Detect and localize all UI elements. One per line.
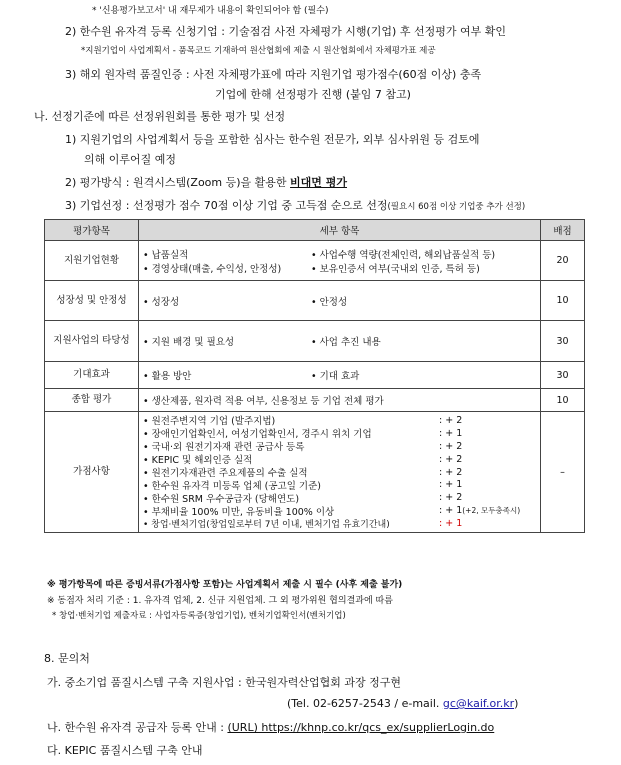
detail-item: • 성장성 (143, 296, 180, 308)
row-score: – (541, 412, 585, 533)
row-detail (139, 281, 541, 321)
contact-da: 다. KEPIC 품질시스템 구축 안내 (47, 744, 203, 757)
company-selection (65, 197, 525, 213)
company-selection-main: 3) 기업선정 : 선정평가 점수 70점 이상 기업 중 고득점 순으로 선정 (65, 199, 388, 212)
row-score: 10 (541, 281, 585, 321)
selection-p1-line2: 의해 이루어질 예정 (84, 153, 177, 166)
header-category: 평가항목 (45, 220, 139, 241)
bonus-item: • 국내·외 원전기자재 관련 공급사 등록 : + 2 (143, 440, 463, 454)
startup-docs-note: * 창업·벤처기업 제출자료 : 사업자등록증(창업기업), 벤처기업확인서(벤처기업) (52, 611, 346, 621)
item-2-text: 2) 한수원 유자격 등록 신청기업 : 기술점검 사전 자체평가 시행(기업) 후 선정평가 여부 확인 (65, 25, 506, 38)
header-score: 배점 (541, 220, 585, 241)
bonus-item: • 한수원 유자격 미등록 업체 (공고일 기준) : + 1 (143, 479, 463, 492)
non-face-to-face-eval: 비대면 평가 (290, 176, 348, 189)
detail-item: • 납품실적 (143, 249, 189, 261)
tie-break-note: ※ 동점자 처리 기준 : 1. 유자격 업체, 2. 신규 지원업체. 그 외 평가위원 협의결과에 따름 (47, 596, 393, 606)
evaluation-method-prefix: 2) 평가방식 : 원격시스템(Zoom 등)을 활용한 (65, 176, 291, 189)
table-row (45, 281, 585, 321)
detail-item: • 보유인증서 여부(국내외 인증, 특허 등) (311, 263, 480, 275)
contact-tel-close: ) (514, 697, 519, 710)
contact-na (47, 719, 494, 735)
bonus-item: • 원전기자재관련 주요제품의 수출 실적 : + 2 (143, 466, 463, 480)
supplier-login-url-link[interactable]: (URL) https://khnp.co.kr/qcs_ex/supplierLogin.do (227, 721, 495, 734)
contact-tel: (Tel. 02-6257-2543 / e-mail. (287, 697, 443, 710)
detail-item: • 지원 배경 및 필요성 (143, 337, 235, 348)
header-detail: 세부 항목 (139, 220, 541, 241)
evaluation-table (44, 219, 585, 533)
contact-email-link[interactable]: gc@kaif.or.kr (442, 697, 515, 710)
row-score: 30 (541, 321, 585, 362)
item-3-line1: 3) 해외 원자력 품질인증 : 사전 자체평가표에 따라 지원기업 평가점수(60점 이상) 충족 (65, 68, 482, 81)
row-detail: • 생산제품, 원자력 적용 여부, 신용정보 등 기업 전체 평가 (139, 389, 541, 412)
detail-item: • 경영상태(매출, 수익성, 안정성) (143, 263, 282, 275)
bonus-item: • 부채비율 100% 미만, 유동비율 100% 이상 : + 1(+2, 모두충족시) (143, 505, 521, 518)
row-category: 지원기업현황 (45, 241, 139, 281)
row-category: 성장성 및 안정성 (45, 281, 139, 321)
contact-ga: 가. 중소기업 품질시스템 구축 지원사업 : 한국원자력산업협회 과장 정구현 (47, 676, 401, 689)
row-category: 기대효과 (45, 362, 139, 389)
detail-item: • 안정성 (311, 296, 348, 308)
contact-na-label: 나. 한수원 유자격 공급자 등록 안내 : (47, 721, 228, 734)
detail-item: • 사업 추진 내용 (311, 337, 381, 348)
row-score: 10 (541, 389, 585, 412)
item-3-line2: 기업에 한해 선정평가 진행 (붙임 7 참고) (215, 88, 411, 101)
row-detail (139, 241, 541, 281)
bonus-both-met-note: (+2, 모두충족시) (462, 506, 521, 516)
detail-item: • 활용 방안 (143, 371, 192, 382)
row-score: 30 (541, 362, 585, 389)
evaluation-method (65, 174, 347, 190)
table-row (45, 321, 585, 362)
table-row (45, 241, 585, 281)
table-row (45, 362, 585, 389)
item-2-note: *지원기업이 사업계획서 - 품목코드 기재하여 원산협회에 제출 시 원산협회에서 자체평가표 제공 (81, 46, 436, 56)
table-header-row (45, 220, 585, 241)
contact-ga-tel (287, 697, 518, 710)
bonus-item: • 장애인기업확인서, 여성기업확인서, 경주시 위치 기업 : + 1 (143, 427, 463, 441)
row-category: 종합 평가 (45, 389, 139, 412)
table-row (45, 389, 585, 412)
selection-p1-line1: 1) 지원기업의 사업계획서 등을 포함한 심사는 한수원 전문가, 외부 심사위원 등 검토에 (65, 133, 480, 146)
contact-title: 8. 문의처 (44, 652, 90, 665)
bonus-item-startup: • 창업·벤처기업(창업일로부터 7년 이내, 벤처기업 유효기간내) : + 1 (143, 518, 463, 531)
bonus-detail (139, 412, 541, 533)
evidence-note: ※ 평가항목에 따른 증빙서류(가점사항 포함)는 사업계획서 제출 시 필수 (사후 제출 불가) (47, 580, 403, 590)
row-score: 20 (541, 241, 585, 281)
financial-report-note: * '신용평가보고서' 내 재무제가 내용이 확인되어야 함 (필수) (92, 6, 329, 16)
row-category: 가점사항 (45, 412, 139, 533)
bonus-item: • 원전주변지역 기업 (발주지법) : + 2 (143, 414, 463, 428)
bonus-item: • KEPIC 및 해외인증 실적 : + 2 (143, 453, 463, 467)
row-category: 지원사업의 타당성 (45, 321, 139, 362)
bonus-item: • 한수원 SRM 우수공급자 (당해연도) : + 2 (143, 492, 463, 505)
row-detail (139, 321, 541, 362)
section-na-title: 나. 선정기준에 따른 선정위원회를 통한 평가 및 선정 (34, 110, 286, 123)
detail-item: • 사업수행 역량(전체인력, 해외납품실적 등) (311, 249, 496, 261)
company-selection-extra: (필요시 60점 이상 기업중 추가 선정) (387, 202, 526, 212)
row-detail (139, 362, 541, 389)
detail-item: • 기대 효과 (311, 371, 360, 382)
table-row-bonus (45, 412, 585, 533)
